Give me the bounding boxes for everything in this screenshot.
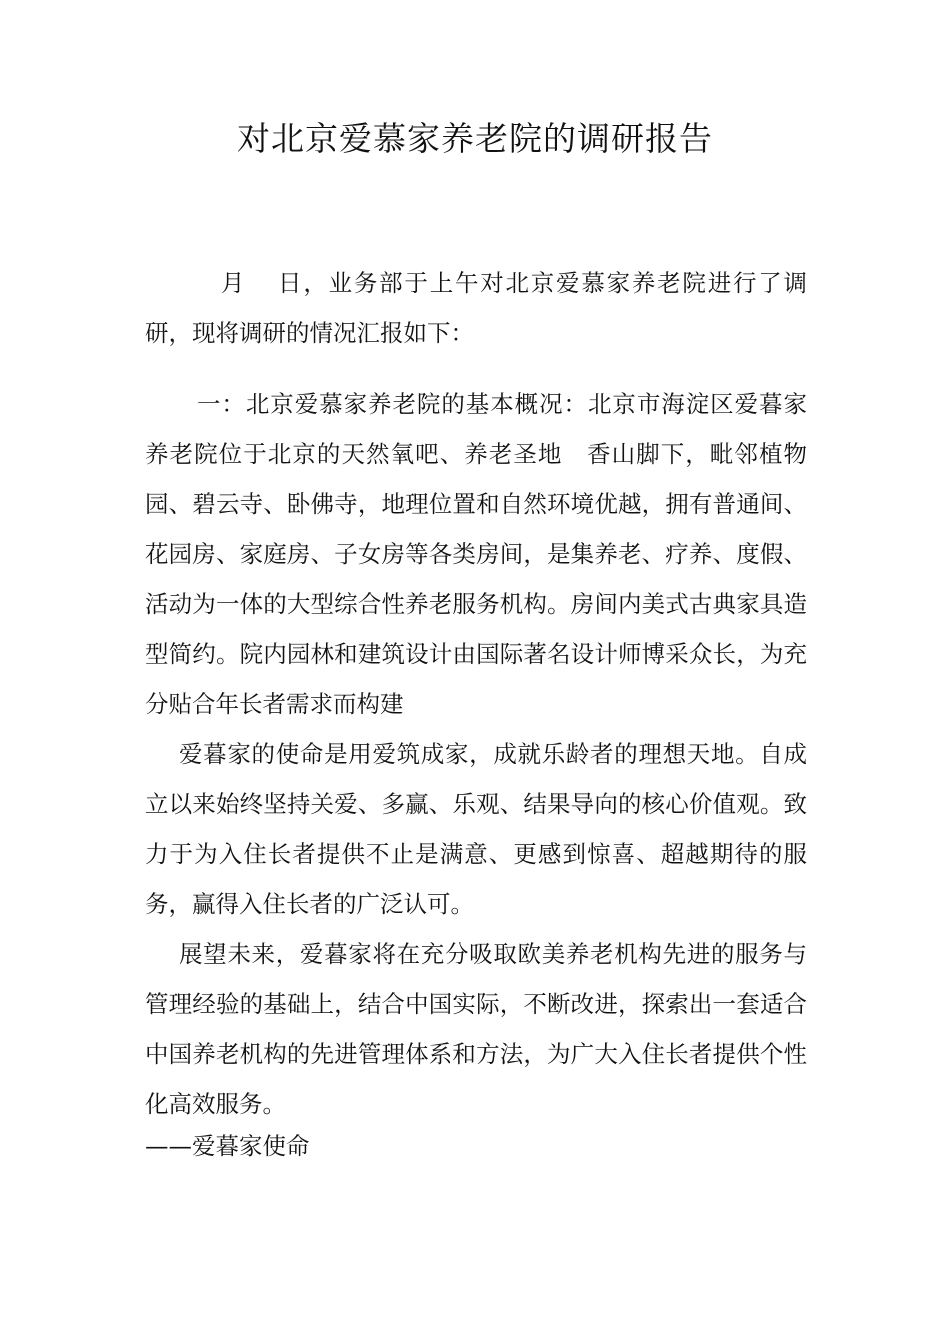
intro-paragraph — [145, 258, 807, 358]
signature-line: ——爱暮家使命 — [145, 1132, 310, 1160]
outlook-paragraph: 展望未来，爱暮家将在充分吸取欧美养老机构先进的服务与管理经验的基础上，结合中国实际，不断改进，探索出一套适合中国养老机构的先进管理体系和方法，为广大入住长者提供个性化高效服务。 — [145, 940, 807, 1118]
overview-paragraph: 一：北京爱慕家养老院的基本概况：北京市海淀区爱暮家养老院位于北京的天然氧吧、养老圣地 香山脚下，毗邻植物园、碧云寺、卧佛寺，地理位置和自然环境优越，拥有普通间、花园房、家庭房、子女房等各类房间，是集养老、疗养、度假、活动为一体的大型综合性养老服务机构。房间内美式古典家具造型简约。院内园林和建筑设计由国际著名设计师博采众长，为充分贴合年长者需求而构建 — [145, 390, 807, 718]
intro-month: 月 — [221, 269, 247, 297]
intro-text: 日，业务部于上午对北京爱慕家养老院进行了调研，现将调研的情况汇报如下： — [145, 269, 808, 347]
document-body — [145, 258, 807, 1171]
mission-paragraph: 爱暮家的使命是用爱筑成家，成就乐龄者的理想天地。自成立以来始终坚持关爱、多赢、乐观、结果导向的核心价值观。致力于为入住长者提供不止是满意、更感到惊喜、超越期待的服务，赢得入住长者的广泛认可。 — [145, 740, 807, 918]
document-title: 对北京爱慕家养老院的调研报告 — [237, 119, 713, 158]
